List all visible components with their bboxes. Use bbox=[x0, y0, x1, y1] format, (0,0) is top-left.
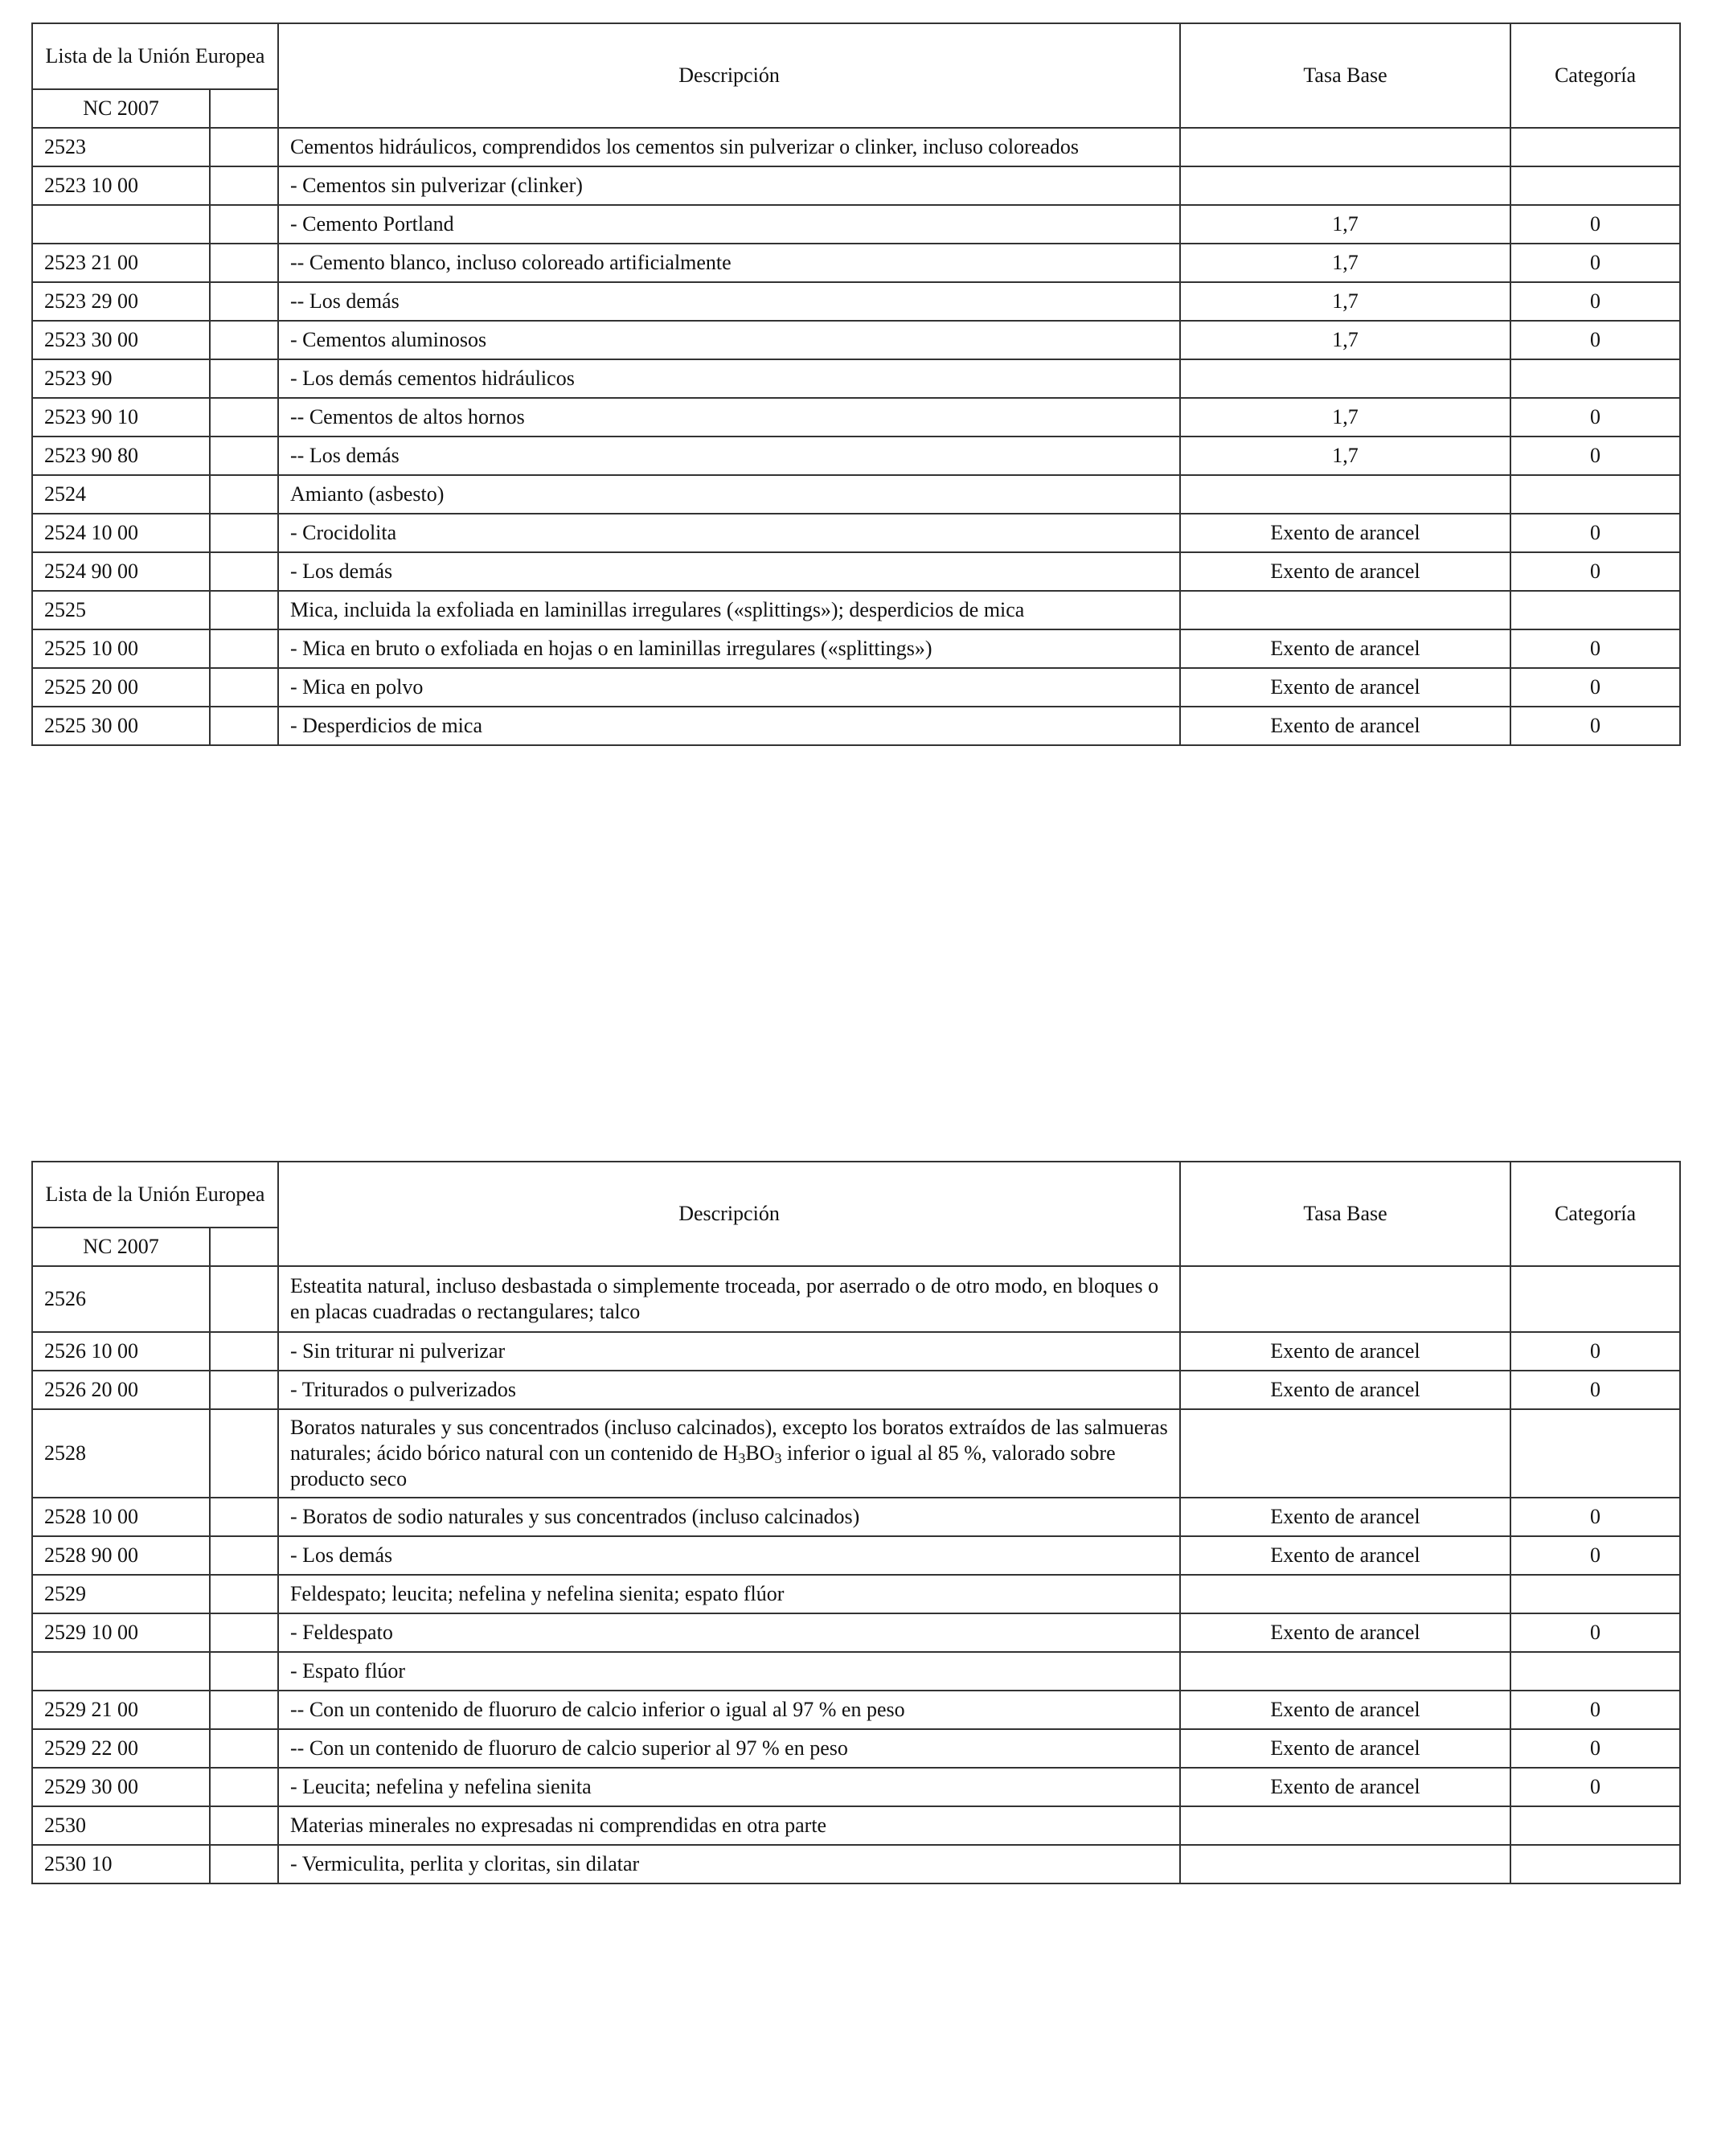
code-cell: 2530 bbox=[32, 1806, 210, 1845]
rate-cell: Exento de arancel bbox=[1180, 1371, 1510, 1409]
header-nc: NC 2007 bbox=[32, 89, 210, 128]
code-cell: 2525 bbox=[32, 591, 210, 629]
rate-cell bbox=[1180, 475, 1510, 514]
empty-cell bbox=[210, 514, 278, 552]
category-cell: 0 bbox=[1510, 1332, 1680, 1371]
rate-cell bbox=[1180, 1409, 1510, 1498]
header-rate: Tasa Base bbox=[1180, 23, 1510, 128]
category-cell: 0 bbox=[1510, 1371, 1680, 1409]
description-cell: Feldespato; leucita; nefelina y nefelina sienita; espato flúor bbox=[278, 1575, 1180, 1613]
table-row bbox=[32, 1536, 1680, 1575]
description-cell: -- Los demás bbox=[278, 437, 1180, 475]
rate-cell: Exento de arancel bbox=[1180, 707, 1510, 745]
table-row bbox=[32, 475, 1680, 514]
empty-cell bbox=[210, 591, 278, 629]
category-cell bbox=[1510, 1409, 1680, 1498]
table-row bbox=[32, 514, 1680, 552]
description-cell: Cementos hidráulicos, comprendidos los cementos sin pulverizar o clinker, incluso coloreados bbox=[278, 128, 1180, 166]
header-rate: Tasa Base bbox=[1180, 1162, 1510, 1266]
description-cell: - Cementos sin pulverizar (clinker) bbox=[278, 166, 1180, 205]
rate-cell bbox=[1180, 1575, 1510, 1613]
empty-cell bbox=[210, 205, 278, 244]
subscript: 3 bbox=[738, 1450, 746, 1466]
subscript: 3 bbox=[774, 1450, 782, 1466]
table-row bbox=[32, 321, 1680, 359]
description-cell: -- Con un contenido de fluoruro de calcio superior al 97 % en peso bbox=[278, 1729, 1180, 1768]
empty-cell bbox=[210, 707, 278, 745]
description-cell: -- Con un contenido de fluoruro de calcio inferior o igual al 97 % en peso bbox=[278, 1691, 1180, 1729]
code-cell: 2529 22 00 bbox=[32, 1729, 210, 1768]
table-row bbox=[32, 1409, 1680, 1498]
description-text: Boratos naturales y sus concentrados (incluso calcinados), excepto los boratos extraídos de las salmueras naturales; ácido bórico natural con un contenido de H bbox=[290, 1416, 1168, 1465]
empty-cell bbox=[210, 475, 278, 514]
empty-cell bbox=[210, 629, 278, 668]
category-cell: 0 bbox=[1510, 205, 1680, 244]
table-row bbox=[32, 552, 1680, 591]
rate-cell bbox=[1180, 1652, 1510, 1691]
empty-cell bbox=[210, 1768, 278, 1806]
category-cell: 0 bbox=[1510, 707, 1680, 745]
description-cell: - Los demás bbox=[278, 552, 1180, 591]
description-cell: - Los demás cementos hidráulicos bbox=[278, 359, 1180, 398]
rate-cell: 1,7 bbox=[1180, 398, 1510, 437]
description-text: BO bbox=[745, 1441, 775, 1465]
code-cell: 2523 30 00 bbox=[32, 321, 210, 359]
header-list: Lista de la Unión Europea bbox=[32, 23, 278, 89]
table-2-body bbox=[32, 1266, 1680, 1883]
description-cell: - Leucita; nefelina y nefelina sienita bbox=[278, 1768, 1180, 1806]
empty-cell bbox=[210, 1536, 278, 1575]
empty-cell bbox=[210, 359, 278, 398]
category-cell bbox=[1510, 166, 1680, 205]
code-cell: 2525 10 00 bbox=[32, 629, 210, 668]
category-cell: 0 bbox=[1510, 668, 1680, 707]
empty-cell bbox=[210, 1266, 278, 1332]
tariff-table-2 bbox=[31, 1161, 1681, 1884]
empty-cell bbox=[210, 1409, 278, 1498]
rate-cell: Exento de arancel bbox=[1180, 1498, 1510, 1536]
description-cell: - Triturados o pulverizados bbox=[278, 1371, 1180, 1409]
rate-cell bbox=[1180, 128, 1510, 166]
description-cell: -- Cemento blanco, incluso coloreado artificialmente bbox=[278, 244, 1180, 282]
empty-cell bbox=[210, 166, 278, 205]
category-cell: 0 bbox=[1510, 244, 1680, 282]
empty-cell bbox=[210, 244, 278, 282]
rate-cell: 1,7 bbox=[1180, 205, 1510, 244]
empty-cell bbox=[210, 1613, 278, 1652]
empty-cell bbox=[210, 1652, 278, 1691]
tariff-table-1 bbox=[31, 23, 1681, 746]
rate-cell: Exento de arancel bbox=[1180, 1768, 1510, 1806]
table-row bbox=[32, 205, 1680, 244]
rate-cell: Exento de arancel bbox=[1180, 552, 1510, 591]
rate-cell: 1,7 bbox=[1180, 244, 1510, 282]
description-text: inferior o igual al 85 %, valorado sobre producto seco bbox=[290, 1441, 1116, 1490]
description-cell: - Crocidolita bbox=[278, 514, 1180, 552]
description-cell: Amianto (asbesto) bbox=[278, 475, 1180, 514]
table-row bbox=[32, 1575, 1680, 1613]
empty-cell bbox=[210, 1575, 278, 1613]
header-nc: NC 2007 bbox=[32, 1228, 210, 1266]
code-cell: 2523 29 00 bbox=[32, 282, 210, 321]
code-cell: 2530 10 bbox=[32, 1845, 210, 1883]
table-row bbox=[32, 437, 1680, 475]
category-cell: 0 bbox=[1510, 437, 1680, 475]
category-cell: 0 bbox=[1510, 1613, 1680, 1652]
category-cell: 0 bbox=[1510, 282, 1680, 321]
code-cell: 2528 10 00 bbox=[32, 1498, 210, 1536]
code-cell: 2529 21 00 bbox=[32, 1691, 210, 1729]
table-row bbox=[32, 359, 1680, 398]
category-cell: 0 bbox=[1510, 1536, 1680, 1575]
rate-cell: Exento de arancel bbox=[1180, 1332, 1510, 1371]
table-row bbox=[32, 1332, 1680, 1371]
description-cell: - Sin triturar ni pulverizar bbox=[278, 1332, 1180, 1371]
category-cell: 0 bbox=[1510, 552, 1680, 591]
code-cell: 2525 30 00 bbox=[32, 707, 210, 745]
header-empty-cell bbox=[210, 89, 278, 128]
empty-cell bbox=[210, 1691, 278, 1729]
code-cell: 2528 90 00 bbox=[32, 1536, 210, 1575]
description-cell: -- Cementos de altos hornos bbox=[278, 398, 1180, 437]
description-cell: -- Los demás bbox=[278, 282, 1180, 321]
category-cell bbox=[1510, 128, 1680, 166]
header-category: Categoría bbox=[1510, 1162, 1680, 1266]
table-row bbox=[32, 1498, 1680, 1536]
category-cell bbox=[1510, 1845, 1680, 1883]
rate-cell bbox=[1180, 1845, 1510, 1883]
description-cell: Esteatita natural, incluso desbastada o simplemente troceada, por aserrado o de otro modo, en bloques o en placas cuadradas o rectangulares; talco bbox=[278, 1266, 1180, 1332]
table-row bbox=[32, 668, 1680, 707]
table-row bbox=[32, 398, 1680, 437]
table-row bbox=[32, 1652, 1680, 1691]
description-cell: - Los demás bbox=[278, 1536, 1180, 1575]
code-cell: 2526 10 00 bbox=[32, 1332, 210, 1371]
code-cell: 2523 bbox=[32, 128, 210, 166]
table-row bbox=[32, 244, 1680, 282]
code-cell: 2523 90 80 bbox=[32, 437, 210, 475]
header-category: Categoría bbox=[1510, 23, 1680, 128]
code-cell bbox=[32, 205, 210, 244]
rate-cell bbox=[1180, 1806, 1510, 1845]
empty-cell bbox=[210, 398, 278, 437]
category-cell bbox=[1510, 475, 1680, 514]
description-cell: - Desperdicios de mica bbox=[278, 707, 1180, 745]
description-cell: - Feldespato bbox=[278, 1613, 1180, 1652]
category-cell bbox=[1510, 1575, 1680, 1613]
empty-cell bbox=[210, 437, 278, 475]
rate-cell: Exento de arancel bbox=[1180, 668, 1510, 707]
rate-cell: Exento de arancel bbox=[1180, 1536, 1510, 1575]
table-row bbox=[32, 166, 1680, 205]
category-cell bbox=[1510, 1806, 1680, 1845]
code-cell: 2526 bbox=[32, 1266, 210, 1332]
header-description: Descripción bbox=[278, 1162, 1180, 1266]
rate-cell bbox=[1180, 359, 1510, 398]
category-cell bbox=[1510, 1652, 1680, 1691]
category-cell: 0 bbox=[1510, 1498, 1680, 1536]
category-cell bbox=[1510, 591, 1680, 629]
rate-cell bbox=[1180, 591, 1510, 629]
description-cell: - Espato flúor bbox=[278, 1652, 1180, 1691]
table-row bbox=[32, 591, 1680, 629]
code-cell: 2525 20 00 bbox=[32, 668, 210, 707]
header-list: Lista de la Unión Europea bbox=[32, 1162, 278, 1228]
category-cell: 0 bbox=[1510, 629, 1680, 668]
code-cell: 2524 10 00 bbox=[32, 514, 210, 552]
code-cell: 2524 bbox=[32, 475, 210, 514]
category-cell: 0 bbox=[1510, 514, 1680, 552]
category-cell: 0 bbox=[1510, 1768, 1680, 1806]
table-row bbox=[32, 1845, 1680, 1883]
code-cell: 2529 bbox=[32, 1575, 210, 1613]
table-row bbox=[32, 1691, 1680, 1729]
category-cell bbox=[1510, 1266, 1680, 1332]
empty-cell bbox=[210, 668, 278, 707]
table-row bbox=[32, 1371, 1680, 1409]
description-cell: Mica, incluida la exfoliada en laminillas irregulares («splittings»); desperdicios de mica bbox=[278, 591, 1180, 629]
code-cell: 2526 20 00 bbox=[32, 1371, 210, 1409]
category-cell bbox=[1510, 359, 1680, 398]
rate-cell: 1,7 bbox=[1180, 437, 1510, 475]
category-cell: 0 bbox=[1510, 398, 1680, 437]
empty-cell bbox=[210, 1371, 278, 1409]
rate-cell: 1,7 bbox=[1180, 282, 1510, 321]
empty-cell bbox=[210, 1729, 278, 1768]
table-row bbox=[32, 282, 1680, 321]
category-cell: 0 bbox=[1510, 1729, 1680, 1768]
description-cell: - Boratos de sodio naturales y sus concentrados (incluso calcinados) bbox=[278, 1498, 1180, 1536]
code-cell: 2523 90 10 bbox=[32, 398, 210, 437]
description-cell: - Vermiculita, perlita y cloritas, sin dilatar bbox=[278, 1845, 1180, 1883]
code-cell: 2523 10 00 bbox=[32, 166, 210, 205]
empty-cell bbox=[210, 1332, 278, 1371]
rate-cell: 1,7 bbox=[1180, 321, 1510, 359]
empty-cell bbox=[210, 1806, 278, 1845]
empty-cell bbox=[210, 282, 278, 321]
description-cell: - Cemento Portland bbox=[278, 205, 1180, 244]
category-cell: 0 bbox=[1510, 321, 1680, 359]
table-row bbox=[32, 1806, 1680, 1845]
code-cell: 2529 10 00 bbox=[32, 1613, 210, 1652]
rate-cell: Exento de arancel bbox=[1180, 1729, 1510, 1768]
empty-cell bbox=[210, 321, 278, 359]
table-1-body bbox=[32, 128, 1680, 745]
code-cell: 2524 90 00 bbox=[32, 552, 210, 591]
code-cell bbox=[32, 1652, 210, 1691]
description-cell: - Mica en polvo bbox=[278, 668, 1180, 707]
rate-cell: Exento de arancel bbox=[1180, 1691, 1510, 1729]
rate-cell: Exento de arancel bbox=[1180, 629, 1510, 668]
code-cell: 2523 21 00 bbox=[32, 244, 210, 282]
table-row bbox=[32, 1266, 1680, 1332]
empty-cell bbox=[210, 128, 278, 166]
description-cell: - Cementos aluminosos bbox=[278, 321, 1180, 359]
table-row bbox=[32, 128, 1680, 166]
rate-cell bbox=[1180, 166, 1510, 205]
code-cell: 2523 90 bbox=[32, 359, 210, 398]
header-description: Descripción bbox=[278, 23, 1180, 128]
table-row bbox=[32, 707, 1680, 745]
description-cell bbox=[278, 1409, 1180, 1498]
category-cell: 0 bbox=[1510, 1691, 1680, 1729]
description-cell: Materias minerales no expresadas ni comprendidas en otra parte bbox=[278, 1806, 1180, 1845]
empty-cell bbox=[210, 1498, 278, 1536]
empty-cell bbox=[210, 552, 278, 591]
rate-cell: Exento de arancel bbox=[1180, 1613, 1510, 1652]
table-row bbox=[32, 1768, 1680, 1806]
header-empty-cell bbox=[210, 1228, 278, 1266]
empty-cell bbox=[210, 1845, 278, 1883]
rate-cell: Exento de arancel bbox=[1180, 514, 1510, 552]
code-cell: 2529 30 00 bbox=[32, 1768, 210, 1806]
table-row bbox=[32, 1613, 1680, 1652]
description-cell: - Mica en bruto o exfoliada en hojas o en laminillas irregulares («splittings») bbox=[278, 629, 1180, 668]
table-row bbox=[32, 629, 1680, 668]
rate-cell bbox=[1180, 1266, 1510, 1332]
table-row bbox=[32, 1729, 1680, 1768]
code-cell: 2528 bbox=[32, 1409, 210, 1498]
